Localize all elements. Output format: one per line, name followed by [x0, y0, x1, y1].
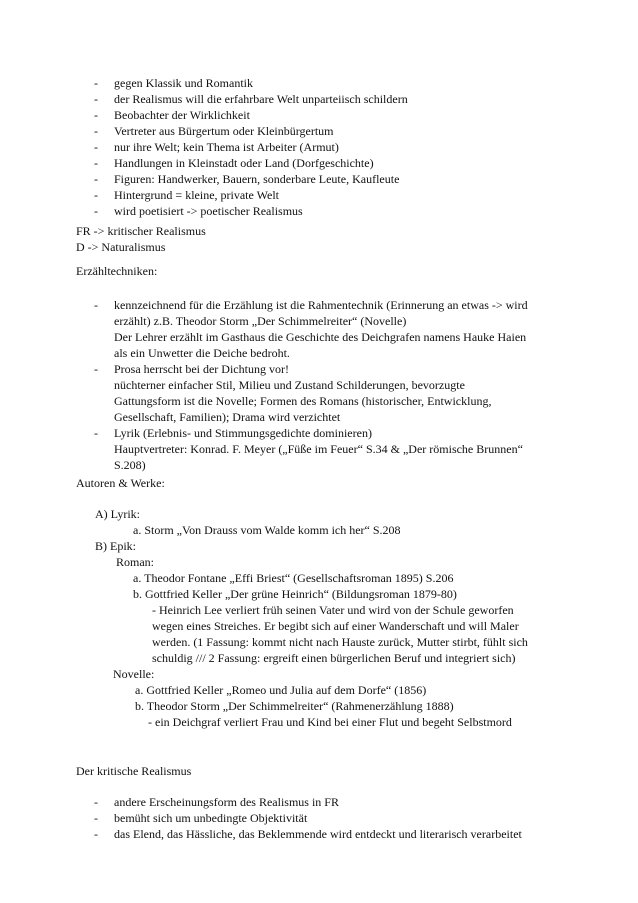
- roman-item-a: a. Theodor Fontane „Effi Briest“ (Gesellschaftsroman 1895) S.206: [133, 571, 454, 585]
- novelle-item-a: a. Gottfried Keller „Romeo und Julia auf dem Dorfe“ (1856): [135, 683, 427, 697]
- list-item: - Lyrik (Erlebnis- und Stimmungsgedichte dominieren) Hauptvertreter: Konrad. F. Meyer („Füße im Feuer“ S.34 & „Der römische Brunnen“ S.208): [94, 426, 523, 472]
- list-item: - Figuren: Handwerker, Bauern, sonderbare Leute, Kaufleute: [94, 172, 400, 186]
- list-item: - Hintergrund = kleine, private Welt: [94, 188, 279, 202]
- d-line: D -> Naturalismus: [76, 240, 166, 254]
- critical-realism-list: [0, 794, 574, 842]
- novelle-item-b: b. Theodor Storm „Der Schimmelreiter“ (Rahmenerzählung 1888): [135, 699, 454, 713]
- list-item: - bemüht sich um unbedingte Objektivität: [94, 811, 308, 825]
- list-item: - gegen Klassik und Romantik: [94, 76, 253, 90]
- techniques-heading: Erzähltechniken:: [76, 264, 158, 278]
- list-item: - nur ihre Welt; kein Thema ist Arbeiter (Armut): [94, 140, 339, 154]
- authors-heading: Autoren & Werke:: [76, 476, 165, 490]
- critical-realism-heading: Der kritische Realismus: [76, 764, 192, 778]
- list-item: - der Realismus will die erfahrbare Welt unparteiisch schildern: [94, 92, 408, 106]
- roman-b-description: - Heinrich Lee verliert früh seinen Vater und wird von der Schule geworfen wegen eines Streiches. Er begibt sich auf einer Wanderschaft und will Maler werden. (1 Fassung: kommt nicht nach Hauste zurück, Mutter stirbt, fühlt sich schuldig /// 2 Fassung: ergreift einen bürgerlichen Beruf und integriert sich): [152, 603, 528, 665]
- country-mapping: [76, 223, 576, 255]
- novelle-label: Novelle:: [113, 667, 155, 681]
- lyrik-item: a. Storm „Von Drauss vom Walde komm ich her“ S.208: [133, 523, 401, 537]
- list-item: - Prosa herrscht bei der Dichtung vor! nüchterner einfacher Stil, Milieu und Zustand Schilderungen, bevorzugte Gattungsform ist die Novelle; Formen des Romans (historischer, Entwicklung, Gesellschaft, Familien); Drama wird verzichtet: [94, 362, 492, 424]
- techniques-list: [0, 297, 564, 473]
- list-item: - Vertreter aus Bürgertum oder Kleinbürgertum: [94, 124, 334, 138]
- realism-characteristics-list: [0, 75, 564, 219]
- epik-label: B) Epik:: [95, 539, 136, 553]
- list-item: - andere Erscheinungsform des Realismus in FR: [94, 795, 339, 809]
- novelle-b-description: - ein Deichgraf verliert Frau und Kind bei einer Flut und begeht Selbstmord: [148, 715, 512, 729]
- lyrik-label: A) Lyrik:: [95, 507, 140, 521]
- list-item: - kennzeichnend für die Erzählung ist die Rahmentechnik (Erinnerung an etwas -> wird erzählt) z.B. Theodor Storm „Der Schimmelreiter“ (Novelle) Der Lehrer erzählt im Gasthaus die Geschichte des Deichgrafen namens Hauke Haien als ein Unwetter die Deiche bedroht.: [94, 298, 528, 360]
- list-item: - wird poetisiert -> poetischer Realismus: [94, 204, 303, 218]
- list-item: - das Elend, das Hässliche, das Beklemmende wird entdeckt und literarisch verarbeitet: [94, 827, 522, 841]
- list-item: - Beobachter der Wirklichkeit: [94, 108, 250, 122]
- roman-label: Roman:: [116, 555, 154, 569]
- list-item: - Handlungen in Kleinstadt oder Land (Dorfgeschichte): [94, 156, 374, 170]
- fr-line: FR -> kritischer Realismus: [76, 224, 206, 238]
- roman-item-b: b. Gottfried Keller „Der grüne Heinrich“ (Bildungsroman 1879-80): [133, 587, 457, 601]
